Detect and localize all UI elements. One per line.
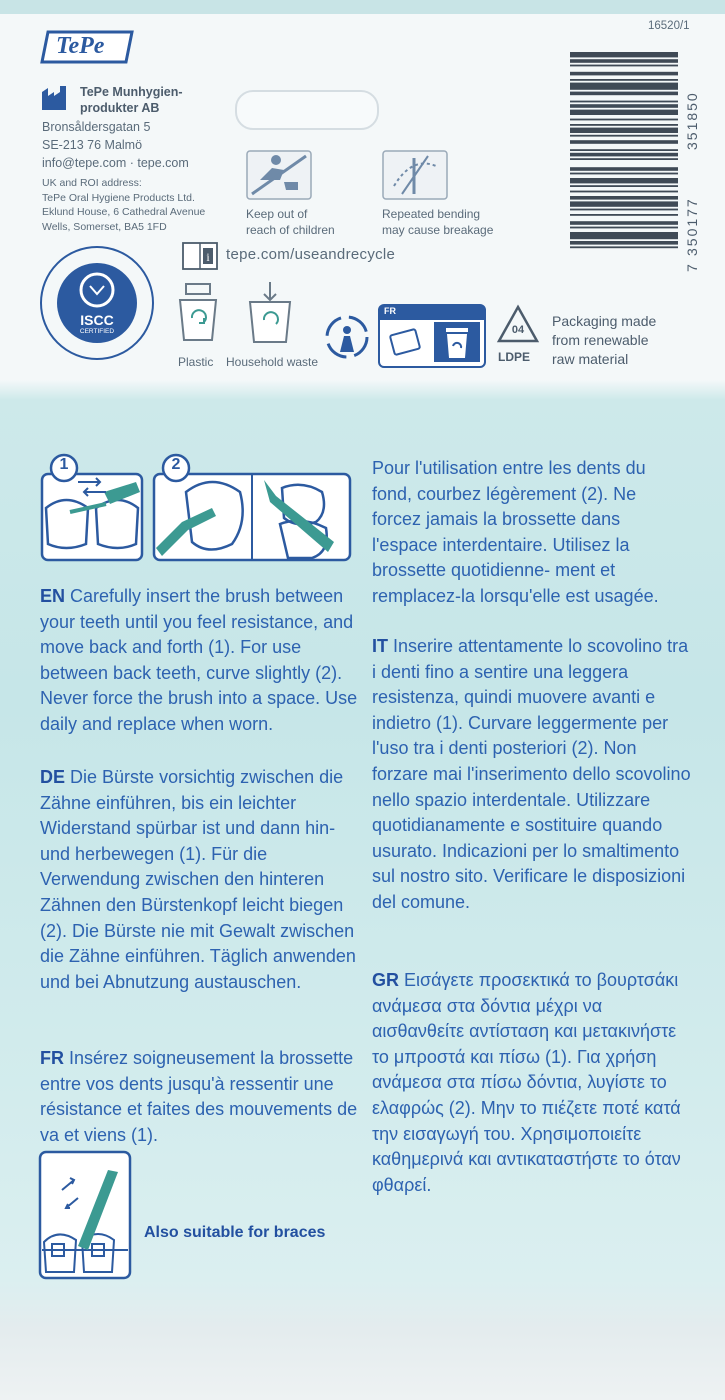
barcode-bar	[570, 196, 678, 200]
barcode-bar	[570, 153, 678, 157]
barcode-bar	[570, 232, 678, 239]
packaging-line1: Packaging made	[552, 313, 657, 329]
factory-icon	[42, 86, 72, 110]
bending-warning-line2: may cause breakage	[382, 223, 494, 237]
manufacturer-block	[80, 84, 183, 116]
plastic-bin-icon	[176, 282, 220, 346]
ldpe-label: LDPE	[498, 350, 531, 364]
child-warning-icon	[246, 150, 312, 200]
top-seal-strip	[0, 0, 725, 14]
step2-illustration	[152, 452, 352, 564]
step2-number: 2	[171, 456, 181, 473]
iscc-badge	[38, 244, 156, 362]
packaging-line2: from renewable	[552, 332, 649, 348]
text-it: Inserire attentamente lo scovolino tra i denti fino a sentire una leggera resistenza, quindi muovere avanti e indietro (1). Curvare leggermente per l'uso tra i denti posteriori (2). Non forzare mai l'inserimento dello scovolino nello spazio interdentale. Utilizzare quotidianamente e sostituire quando usurato. Indicazioni per lo smaltimento sul nostro sito. Verificare le disposizioni del comune.	[372, 636, 691, 912]
barcode-bar	[570, 65, 678, 67]
hang-hole	[235, 90, 379, 130]
step1-illustration	[40, 452, 144, 564]
triman-icon	[322, 312, 372, 362]
address-city: SE-213 76 Malmö	[42, 138, 143, 152]
text-en: Carefully insert the brush between your teeth until you feel resistance, and move back and forth (1). For use between back teeth, curve slightly (2). Never force the brush into a space. Use daily and replace when worn.	[40, 586, 358, 734]
child-warning-line1: Keep out of	[246, 207, 308, 221]
text-fr: Insérez soigneusement la brossette entre vos dents jusqu'à ressentir une résistance et faites des mouvements de va et viens (1).	[40, 1048, 358, 1145]
text-fr-cont: Pour l'utilisation entre les dents du fond, courbez légèrement (2). Ne forcez jamais la brossette dans l'espace interdentaire. Utilisez la brossette quotidienne- ment et remplacez-la lorsqu'elle est usagée.	[372, 458, 659, 606]
barcode-bar	[570, 101, 678, 103]
barcode-bar	[570, 167, 678, 171]
book-icon	[182, 242, 218, 270]
bending-warning-text	[382, 206, 493, 238]
barcode-bar	[570, 140, 678, 144]
barcode-bar	[570, 92, 678, 96]
instructions-de	[40, 765, 365, 995]
address-contact: info@tepe.com · tepe.com	[42, 156, 189, 170]
uk-street: Eklund House, 6 Cathedral Avenue	[42, 206, 206, 218]
bending-warning-icon	[382, 150, 448, 200]
barcode-bar	[570, 241, 678, 245]
barcode	[570, 50, 678, 280]
address-street: Bronsåldersgatan 5	[42, 120, 151, 134]
household-label: Household waste	[226, 355, 319, 369]
household-bin-icon	[246, 280, 294, 346]
step1-number: 1	[59, 456, 69, 473]
barcode-bar	[570, 246, 678, 248]
barcode-bar	[570, 149, 678, 151]
address-block	[42, 118, 189, 172]
barcode-bar	[570, 52, 678, 57]
barcode-bar	[570, 110, 678, 115]
barcode-bar	[570, 79, 678, 81]
barcode-bar	[570, 72, 678, 76]
child-warning-text	[246, 206, 335, 238]
uk-city: Wells, Somerset, BA5 1FD	[42, 220, 167, 233]
lang-code-en: EN	[40, 586, 66, 606]
barcode-bar	[570, 214, 678, 216]
barcode-bar	[570, 191, 678, 193]
product-code: 16520/1	[648, 20, 690, 32]
yellow-bin-icon	[434, 322, 480, 362]
uk-heading: UK and ROI address:	[42, 177, 142, 189]
barcode-group-1: 350177	[684, 197, 700, 256]
uk-address-block	[42, 176, 205, 234]
tepe-logo	[40, 28, 136, 66]
bending-warning-line1: Repeated bending	[382, 207, 481, 221]
barcode-bar	[570, 124, 678, 126]
instructions-fr	[40, 1046, 360, 1148]
logo-text: TePe	[56, 33, 105, 59]
instructions-it	[372, 634, 697, 916]
barcode-bar	[570, 104, 678, 108]
lang-code-it: IT	[372, 636, 388, 656]
packaging-note	[552, 312, 656, 369]
barcode-bar	[570, 173, 678, 175]
iscc-subtitle: CERTIFIED	[79, 328, 115, 335]
lang-code-de: DE	[40, 767, 66, 787]
barcode-bar	[570, 135, 678, 137]
barcode-bar	[570, 119, 678, 121]
barcode-bar	[570, 221, 678, 225]
packaging-line3: raw material	[552, 351, 629, 367]
plastic-label: Plastic	[178, 355, 214, 369]
ldpe-recycle-icon	[496, 304, 540, 346]
lang-code-fr: FR	[40, 1048, 64, 1068]
instructions-en	[40, 584, 360, 738]
braces-label: Also suitable for braces	[144, 1224, 326, 1241]
braces-illustration	[38, 1150, 132, 1280]
company-name-2: produkter AB	[80, 101, 160, 115]
barcode-group-2: 351850	[684, 91, 700, 150]
fr-info-tri-box	[378, 304, 486, 368]
instructions-gr	[372, 968, 697, 1198]
child-warning-line2: reach of children	[246, 223, 335, 237]
barcode-bar	[570, 128, 678, 133]
lang-code-gr: GR	[372, 970, 399, 990]
instructions-fr-continued	[372, 456, 690, 610]
barcode-bar	[570, 178, 678, 183]
company-name-1: TePe Munhygien-	[80, 85, 183, 99]
barcode-bar	[570, 209, 678, 211]
recycle-link[interactable]: tepe.com/useandrecycle	[226, 246, 396, 263]
uk-company: TePe Oral Hygiene Products Ltd.	[42, 191, 195, 204]
text-de: Die Bürste vorsichtig zwischen die Zähne einführen, bis ein leichter Widerstand spürbar ist und dann hin- und herbewegen (1). Für die Verwendung zwischen den hinteren Zähnen den Bürstenkopf leicht biegen (2). Die Bürste nie mit Gewalt zwischen die Zähne einführen. Täglich anwenden und bei Abnutzung austauschen.	[40, 767, 356, 992]
text-gr: Εισάγετε προσεκτικά το βουρτσάκι ανάμεσα στα δόντια μέχρι να αισθανθείτε αντίσταση και μετακινήστε το μπροστά και πίσω (1). Για χρήση ανάμεσα στα πίσω δόντια, λυγίστε το ελαφρώς (2). Μην το πιέζετε ποτέ κατά την εισαγωγή του. Χρησιμοποιείτε καθημερινά και αντικαταστήστε το όταν φθαρεί.	[372, 970, 681, 1195]
svg-text:i: i	[206, 250, 210, 264]
barcode-bar	[570, 158, 678, 160]
iscc-title: ISCC	[80, 312, 114, 328]
barcode-bar	[570, 83, 678, 90]
ldpe-number: 04	[511, 324, 525, 336]
barcode-bar	[570, 201, 678, 206]
barcode-bar	[570, 59, 678, 63]
card-icon	[388, 328, 422, 356]
barcode-digit-first: 7	[684, 264, 700, 272]
barcode-bar	[570, 185, 678, 187]
fr-label: FR	[384, 306, 396, 316]
barcode-bar	[570, 227, 678, 229]
